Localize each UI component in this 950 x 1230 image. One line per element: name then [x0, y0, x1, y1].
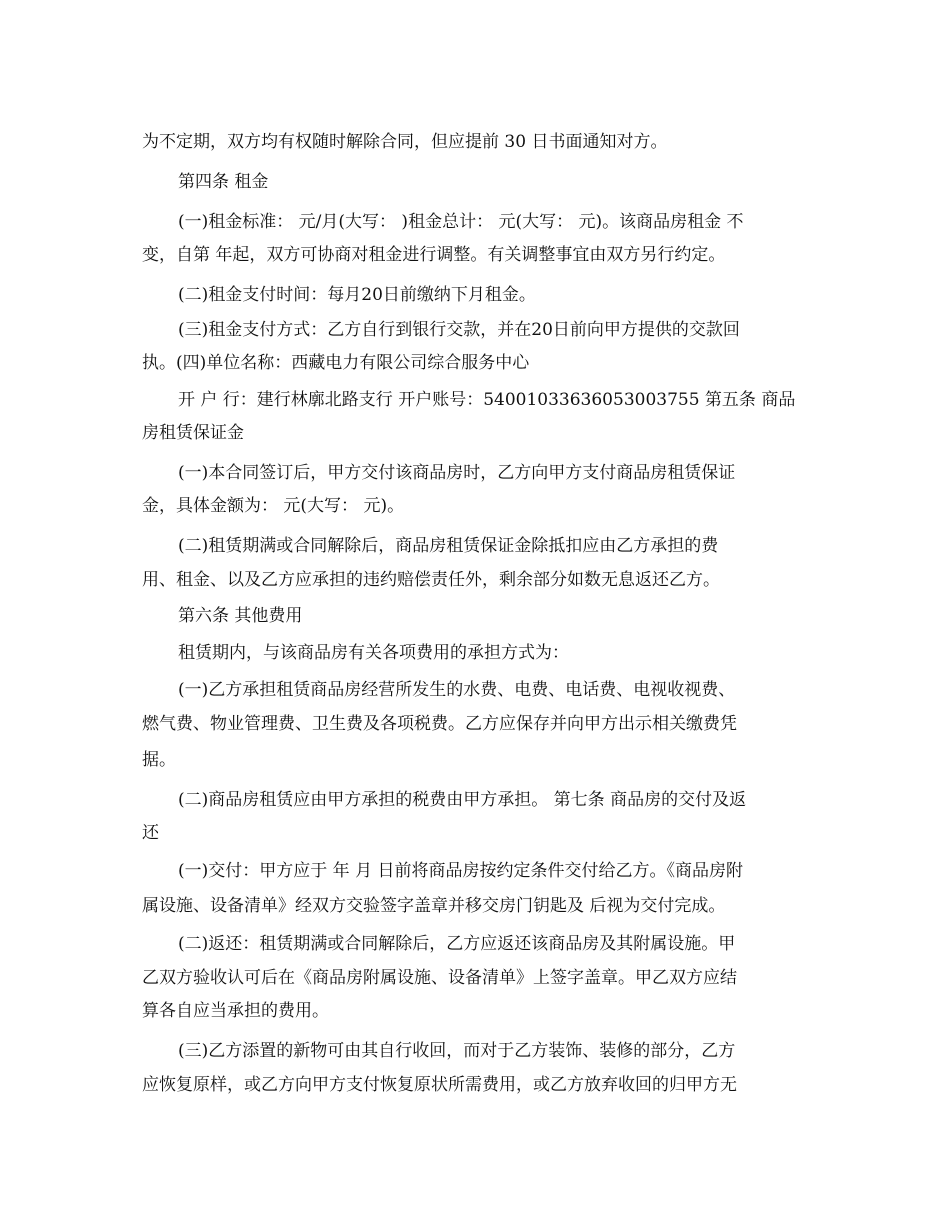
- text-line: 开 户 行：建行林廓北路支行 开户账号：54001033636053003755 第五条 商品: [178, 390, 796, 410]
- text-line: (三)乙方添置的新物可由其自行收回，而对于乙方装饰、装修的部分，乙方: [178, 1041, 736, 1061]
- text-line: 变，自第 年起，双方可协商对租金进行调整。有关调整事宜由双方另行约定。: [142, 245, 726, 265]
- text-line: 还: [142, 823, 159, 843]
- text-line: 乙双方验收认可后在《商品房附属设施、设备清单》上签字盖章。甲乙双方应结: [142, 968, 737, 988]
- text-line: 租赁期内，与该商品房有关各项费用的承担方式为：: [178, 643, 569, 663]
- text-line: 为不定期，双方均有权随时解除合同，但应提前 30 日书面通知对方。: [142, 132, 668, 152]
- text-line: 属设施、设备清单》经双方交验签字盖章并移交房门钥匙及 后视为交付完成。: [142, 896, 726, 916]
- text-line: (二)租金支付时间：每月20日前缴纳下月租金。: [178, 285, 536, 305]
- text-line: (二)商品房租赁应由甲方承担的税费由甲方承担。 第七条 商品房的交付及返: [178, 790, 747, 810]
- section-heading-article-6: 第六条 其他费用: [178, 606, 303, 626]
- text-line: 算各自应当承担的费用。: [142, 1001, 329, 1021]
- text-line: 据。: [142, 750, 176, 770]
- text-line: (一)本合同签订后，甲方交付该商品房时，乙方向甲方支付商品房租赁保证: [178, 463, 736, 483]
- text-line: (三)租金支付方式：乙方自行到银行交款，并在20日前向甲方提供的交款回: [178, 320, 740, 340]
- section-heading-article-5: 房租赁保证金: [142, 423, 244, 443]
- text-line: (二)租赁期满或合同解除后，商品房租赁保证金除抵扣应由乙方承担的费: [178, 536, 719, 556]
- text-line: 执。(四)单位名称：西藏电力有限公司综合服务中心: [142, 353, 530, 373]
- text-line: (一)租金标准： 元/月(大写： )租金总计： 元(大写： 元)。该商品房租金 不: [178, 212, 744, 232]
- text-line: 用、租金、以及乙方应承担的违约赔偿责任外，剩余部分如数无息返还乙方。: [142, 570, 720, 590]
- text-line: (一)交付：甲方应于 年 月 日前将商品房按约定条件交付给乙方。《商品房附: [178, 861, 743, 881]
- text-line: (二)返还：租赁期满或合同解除后，乙方应返还该商品房及其附属设施。甲: [178, 934, 736, 954]
- text-line: 燃气费、物业管理费、卫生费及各项税费。乙方应保存并向甲方出示相关缴费凭: [142, 714, 737, 734]
- text-line: 应恢复原样，或乙方向甲方支付恢复原状所需费用，或乙方放弃收回的归甲方无: [142, 1075, 737, 1095]
- section-heading-article-4: 第四条 租金: [178, 172, 269, 192]
- text-line: (一)乙方承担租赁商品房经营所发生的水费、电费、电话费、电视收视费、: [178, 680, 736, 700]
- text-line: 金，具体金额为： 元(大写： 元)。: [142, 496, 405, 516]
